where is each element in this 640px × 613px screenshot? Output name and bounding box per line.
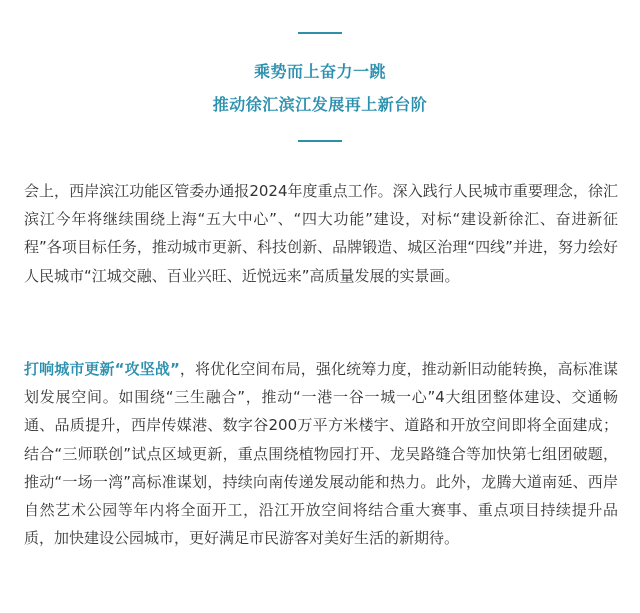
title-line-1: 乘势而上奋力一跳 (253, 62, 386, 81)
paragraph-2-text: ，将优化空间布局，强化统筹力度，推动新旧动能转换，高标准谋划发展空间。如围绕“三生融合”，推动“一港一谷一城一心”4大组团整体建设、交通畅通、品质提升，西岸传媒港、数字谷200万平方米楼宇、道路和开放空间即将全面建成；结合“三师联创”试点区域更新，重点围绕植物园打开、龙吴路缝合等加快第七组团破题，推动“一场一湾”高标准谋划，持续向南传递发展动能和热力。此外，龙腾大道南延、西岸自然艺术公园等年内将全面开工，沿江开放空间将结合重大赛事、重点项目持续提升品质，加快建设公园城市，更好满足市民游客对美好生活的新期待。 (24, 360, 618, 548)
title-line-2: 推动徐汇滨江发展再上新台阶 (212, 95, 428, 114)
paragraph-2-highlight: 打响城市更新“攻坚战” (24, 360, 180, 378)
top-divider (298, 32, 342, 34)
paragraph-2 (24, 355, 618, 552)
paragraph-1: 会上，西岸滨江功能区管委办通报2024年度重点工作。深入践行人民城市重要理念，徐汇滨江今年将继续围绕上海“五大中心”、“四大功能”建设，对标“建设新徐汇、奋进新征程”各项目标任务，推动城市更新、科技创新、品牌锻造、城区治理“四线”并进，努力绘好人民城市“江城交融、百业兴旺、近悦远来”高质量发展的实景画。 (24, 182, 618, 285)
bottom-divider (298, 140, 342, 142)
